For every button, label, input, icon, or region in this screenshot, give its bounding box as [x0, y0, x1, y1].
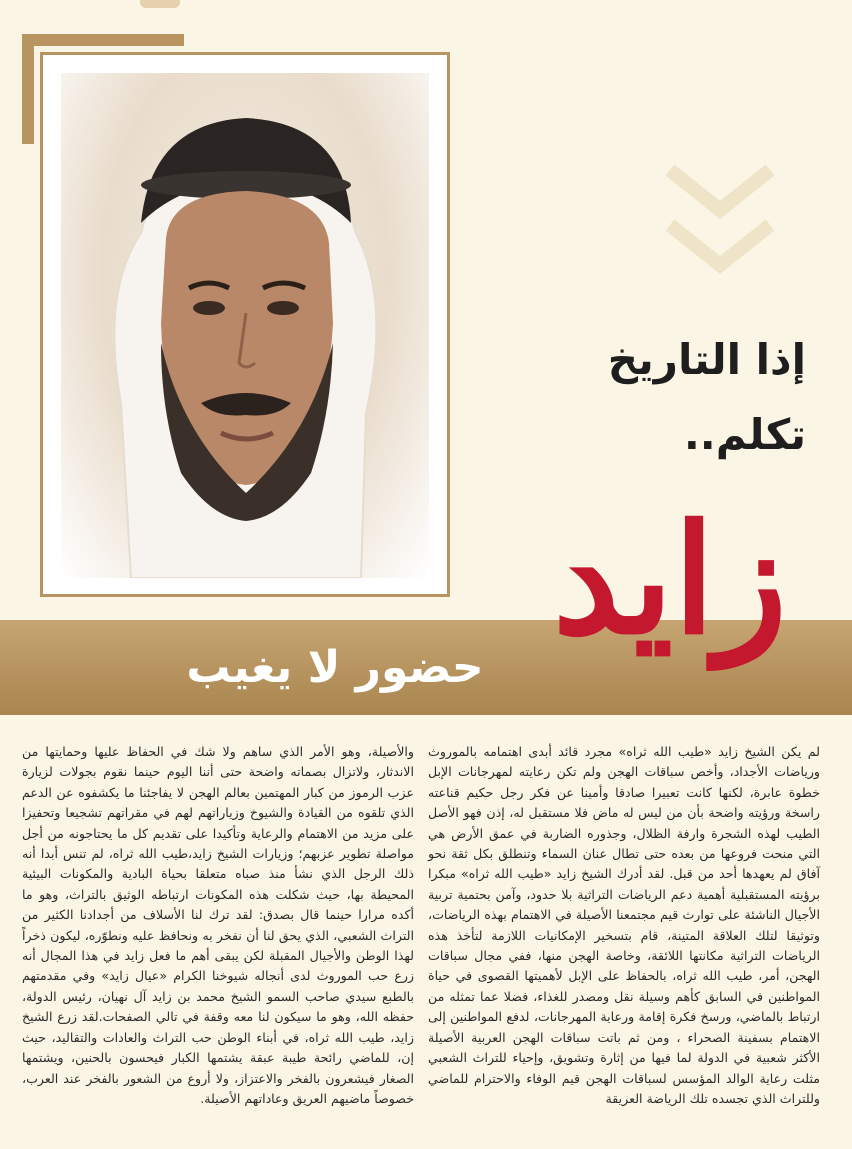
portrait-photo: [61, 73, 429, 578]
slogan-text: حضور لا يغيب: [186, 642, 484, 693]
headline-line-2: تكلم..: [683, 410, 806, 459]
frame-corner-accent: [22, 34, 184, 46]
article-column-right: لم يكن الشيخ زايد «طيب الله ثراه» مجرد قائد أبدى اهتمامه بالموروث ورياضات الأجداد، وأخص سباقات الهجن ولم تكن رعايته لمهرجانات الإبل خطوة عابرة، لكنها كانت تعبيرا صادقا وأمينا عن فكر رجل حكيم قناعته راسخة ورؤيته واضحة بأن من ليس له ماض فلا مستقبل له، إذن فهو الأصل الطيب لهذه الشجرة وارفة الظلال، وجذوره الضاربة في عمق الأرض هي التي منحت فروعها من بعده حتى تطال عنان السماء وتنطلق بكل ثقة نحو آفاق لم يعهدها أحد من قبل. لقد أدرك الشيخ زايد «طيب الله ثراه» مبكرا برؤيته المستقبلية أهمية دعم الرياضات التراثية بلا حدود، وآمن بحتمية تربية الأجيال الناشئة على توارث قيم مجتمعنا الأصيلة في الاهتمام بهذه الرياضات، وتوثيقا لتلك العلاقة المتينة، قام بتسخير الإمكانيات اللازمة لتأخذ هذه الرياضات التراثية مكانتها اللائقة، وخاصة الهجن منها، ففي مجال سباقات الهجن، أمر، طيب الله ثراه، بالحفاظ على الإبل لأهميتها القصوى في حياة المواطنين في السابق كأهم وسيلة نقل ومصدر للغذاء، فضلا عما تمثله من ارتباط بالماضي، ورسخ فكرة إقامة ورعاية المهرجانات، لدفع المواطنين إلى الاهتمام بسفينة الصحراء ، ومن ثم باتت سباقات الهجن العربية الأصيلة الأكثر شعبية في الدولة لما فيها من إثارة وتشويق، وإحياء للتراث الشعبي مثلت رعاية الوالد المؤسس لسباقات الهجن قيم الوفاء والاحترام للماضي وللتراث الذي تجسده تلك الرياضة العريقة: [428, 744, 820, 1106]
headline-line-1: إذا التاريخ: [607, 335, 806, 384]
portrait-frame: [40, 52, 450, 597]
top-ornament: [140, 0, 180, 8]
calligraphy-name: زايد: [552, 492, 788, 668]
article-column-left: والأصيلة، وهو الأمر الذي ساهم ولا شك في الحفاظ عليها وحمايتها من الاندثار، ولاتزال بصماته واضحة حتى أننا اليوم حينما نقوم بجولات لزيارة عزب الرموز من كبار المهتمين بعالم الهجن لا يفاجئنا ما يكشفوه عن الدعم الذي تلقوه من القيادة والشيوخ وزياراتهم لهم في مقراتهم تشجيعا وتحفيزا على مزيد من الاهتمام والرعاية وتأكيدا على تقديم كل ما يحتاجونه من أجل مواصلة تطوير عزبهم؛ وزيارات الشيخ زايد،طيب الله ثراه، لم تنس أبدا أنه ذلك الرجل الذي نشأ منذ صباه متعلقا بحياة البادية والمكونات البيئية المحيطة بها، حيث شكلت هذه المكونات ارتباطه الوثيق بالتراث، وهو ما أكده مرارا حينما قال بصدق: لقد ترك لنا الأسلاف من أجدادنا الكثير من التراث الشعبي، الذي يحق لنا أن نفخر به ونحافظ عليه ونطوّره، ليكون ذخراً لهذا الوطن والأجيال المقبلة لكن يبقى أهم ما فعل زايد في هذا المجال أنه زرع حب الموروث لدى أنجاله شيوخنا الكرام «عيال زايد» وفي مقدمتهم بالطبع سيدي صاحب السمو الشيخ محمد بن زايد آل نهيان، رئيس الدولة، حفظه الله، وهو ما سيكون لنا معه وقفة في تالي الصفحات.لقد زرع الشيخ زايد، طيب الله ثراه، في أبناء الوطن حب التراث والعادات والتقاليد، حيث إن، للماضي رائحة طيبة عبقة يشتمها الكبار فيحسون بالحنين، ويشتمها الصغار فيشعرون بالفخر والاعتزاز، ولا أروع من الشعور بالفخر عند العرب، خصوصاً ماضيهم العريق وعاداتهم الأصيلة.: [22, 744, 414, 1106]
chevron-ornament-icon: [660, 215, 780, 285]
portrait-illustration: [61, 73, 429, 578]
frame-corner-accent: [22, 34, 34, 144]
